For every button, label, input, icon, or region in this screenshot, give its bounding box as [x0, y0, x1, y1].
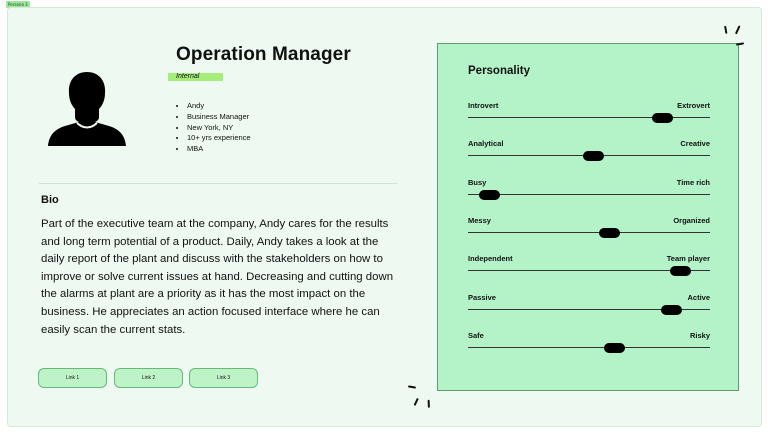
- trait-slider: [468, 293, 710, 317]
- trait-left-label: Introvert: [468, 101, 499, 110]
- trait-slider: [468, 139, 710, 163]
- trait-left-label: Independent: [468, 254, 513, 264]
- trait-slider: [468, 101, 710, 125]
- trait-handle[interactable]: [583, 151, 604, 161]
- personality-title: Personality: [468, 65, 530, 77]
- divider: [39, 183, 397, 184]
- trait-left-label: Analytical: [468, 139, 504, 149]
- persona-title: Operation Manager: [176, 44, 351, 65]
- trait-right-label: Active: [687, 292, 710, 302]
- fact-item: • Andy: [187, 101, 251, 112]
- decoration-stroke: [428, 400, 430, 408]
- persona-tag: Internal: [168, 73, 223, 81]
- link-2-button[interactable]: Link 2: [114, 368, 183, 388]
- trait-left-label: Safe: [468, 330, 484, 340]
- frame-label: Persona 3: [8, 2, 28, 7]
- fact-item: • Business Manager: [187, 112, 251, 123]
- trait-track: [468, 194, 710, 195]
- trait-slider: [468, 331, 710, 355]
- trait-right-label: Team player: [666, 254, 710, 264]
- trait-track: [468, 232, 710, 233]
- fact-item: • New York, NY: [187, 123, 251, 134]
- personality-panel: [437, 43, 739, 391]
- trait-handle[interactable]: [479, 190, 500, 200]
- trait-track: [468, 117, 710, 118]
- fact-item: • MBA: [187, 144, 251, 155]
- bio-text: Part of the executive team at the company, Andy cares for the results and long term potential of a product. Daily, Andy takes a look at the daily report of the plant and discuss with the stakeholders on how to improve or solve current issues at hand. Decreasing and cutting down the alarms at plant are a priority as it has the most impact on the business. He appreciates an action focused interface where he can easily scan the current stats.: [41, 218, 394, 336]
- trait-handle[interactable]: [670, 266, 691, 276]
- trait-left-label: Busy: [468, 177, 487, 187]
- trait-right-label: Organized: [673, 215, 710, 225]
- trait-track: [468, 347, 710, 348]
- trait-handle[interactable]: [652, 113, 673, 123]
- trait-slider: [468, 178, 710, 202]
- trait-right-label: Time rich: [676, 177, 710, 187]
- link-1-button[interactable]: Link 1: [38, 368, 107, 388]
- trait-right-label: Extrovert: [677, 101, 710, 110]
- trait-handle[interactable]: [604, 343, 625, 353]
- link-3-button[interactable]: Link 3: [189, 368, 258, 388]
- bio-heading: Bio: [41, 194, 59, 206]
- trait-left-label: Passive: [468, 292, 496, 302]
- trait-handle[interactable]: [661, 305, 682, 315]
- trait-right-label: Creative: [680, 139, 710, 149]
- avatar-icon: [47, 68, 127, 148]
- trait-handle[interactable]: [599, 228, 620, 238]
- trait-right-label: Risky: [689, 330, 710, 340]
- fact-item: • 10+ yrs experience: [187, 133, 251, 144]
- persona-facts: [178, 101, 251, 155]
- trait-slider: [468, 216, 710, 240]
- trait-left-label: Messy: [468, 215, 491, 225]
- trait-slider: [468, 254, 710, 278]
